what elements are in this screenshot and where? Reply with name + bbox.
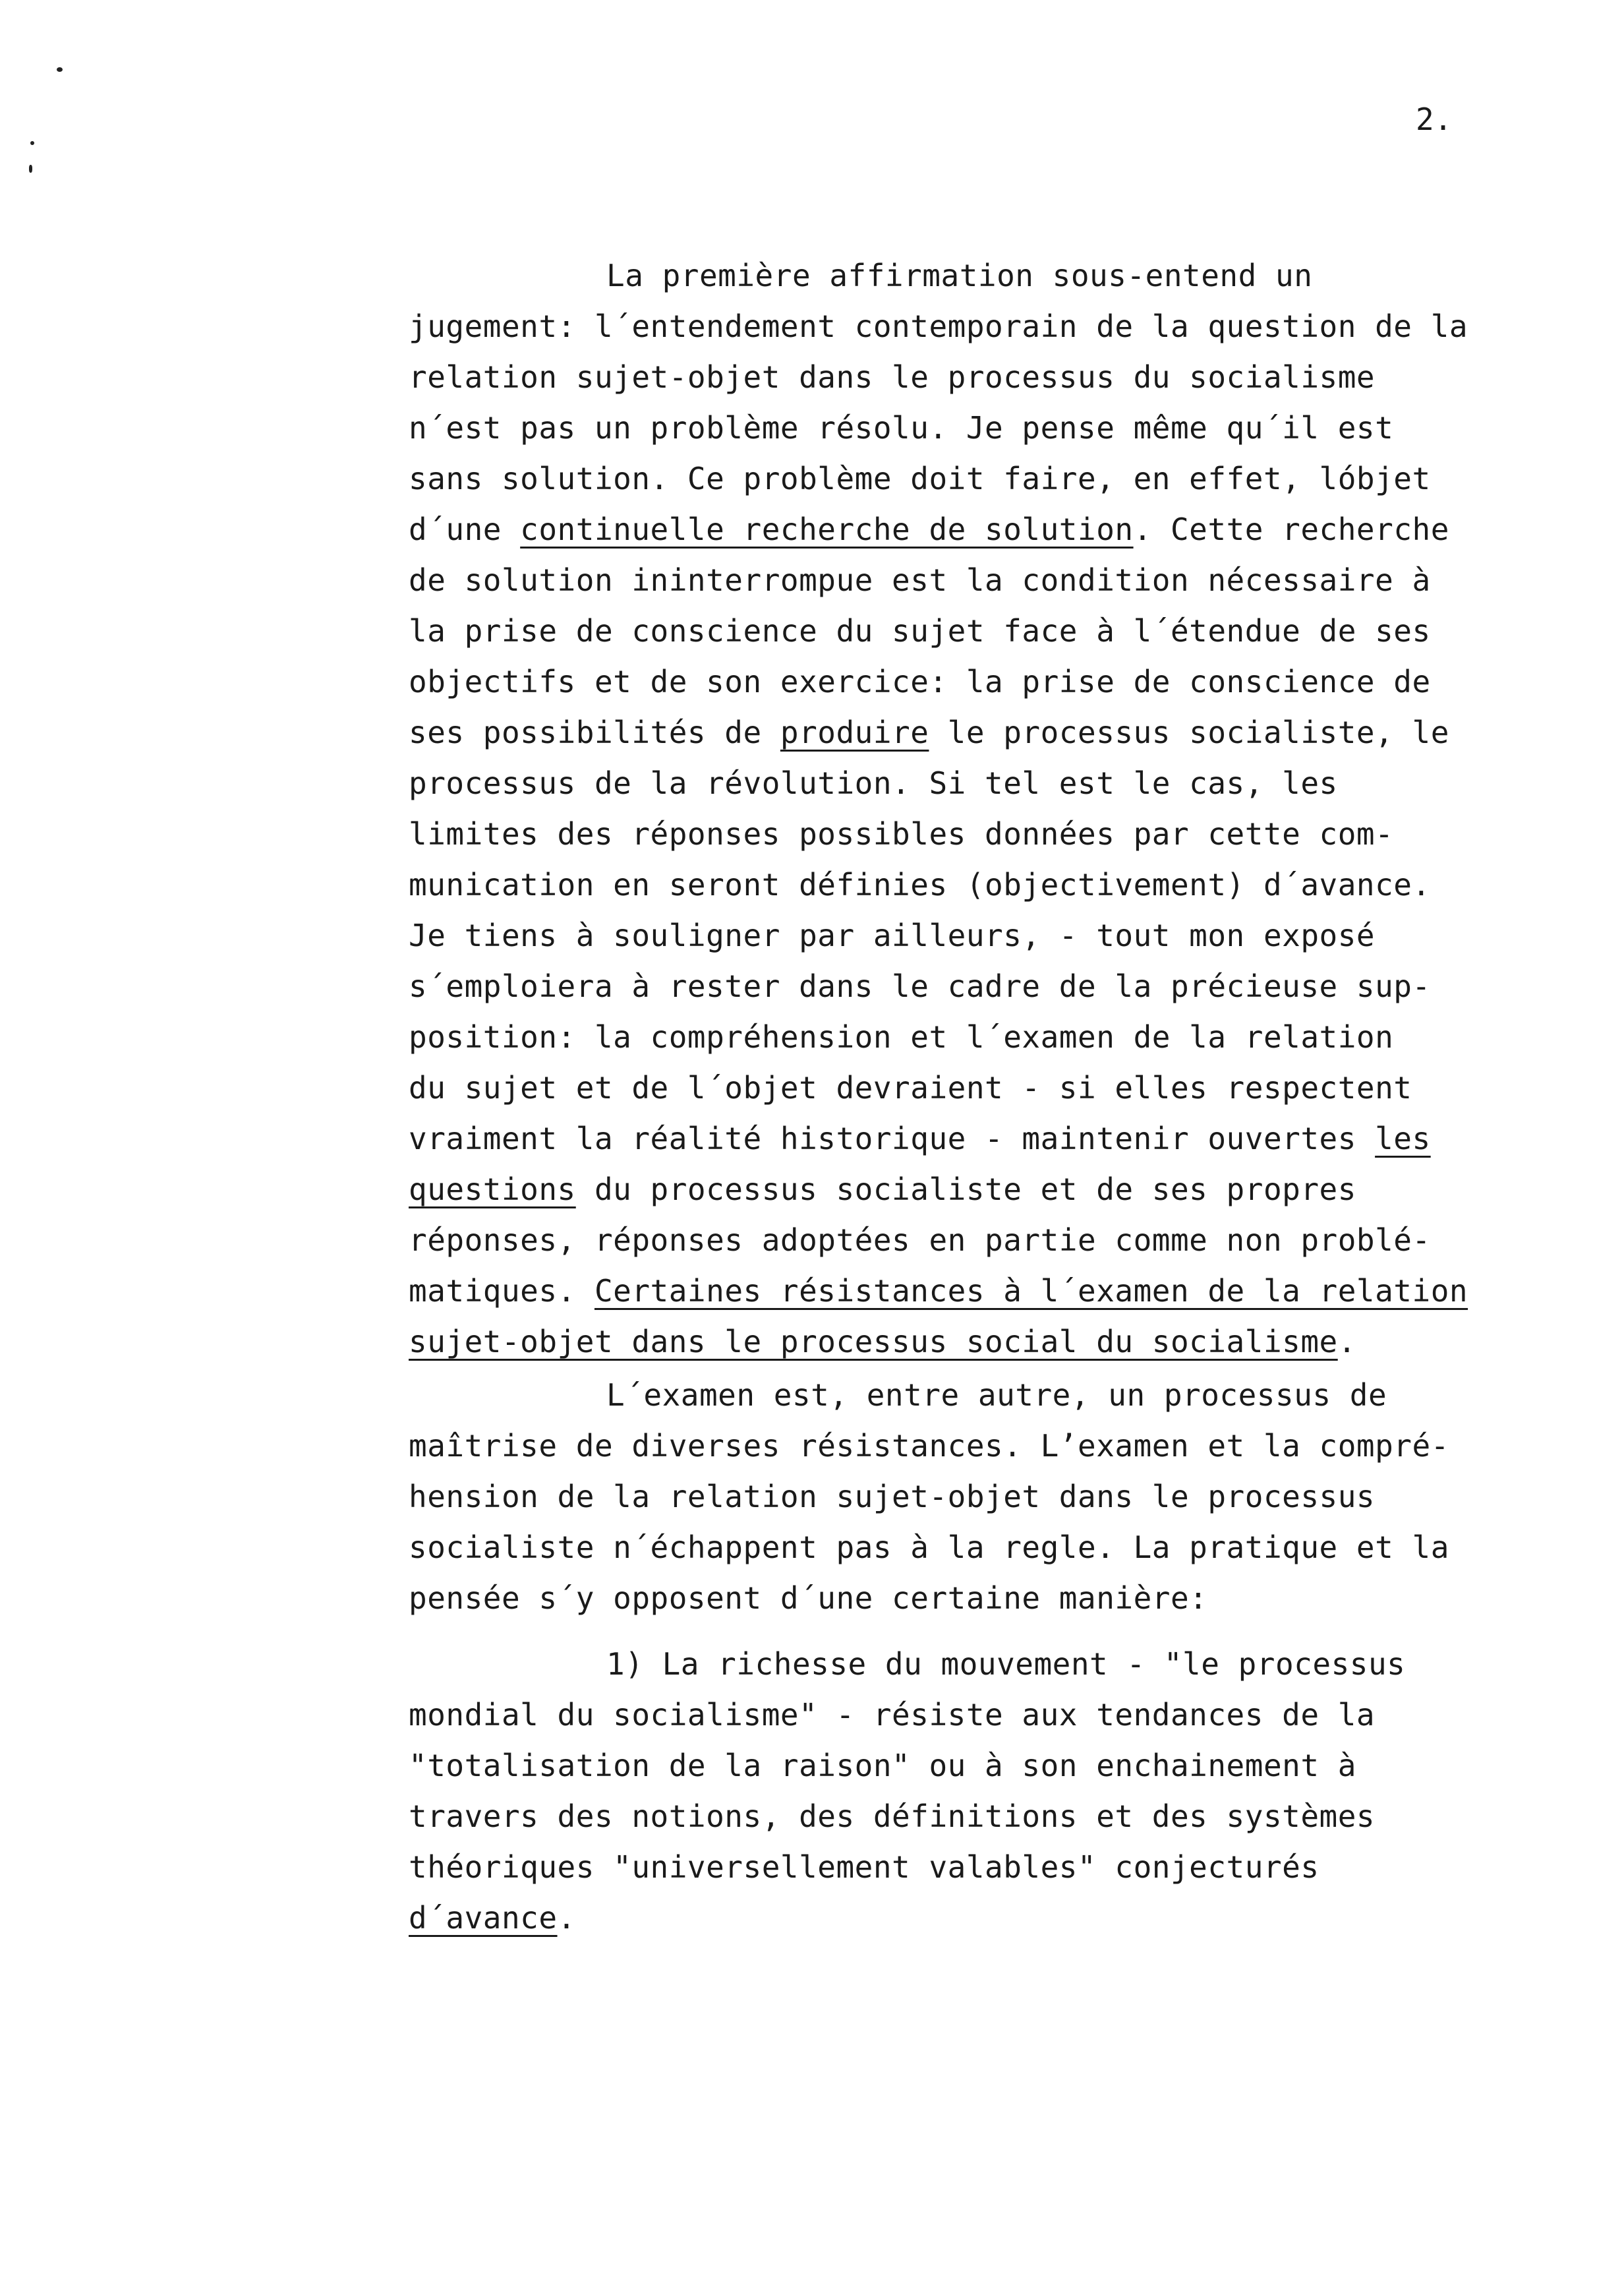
text-line	[409, 1370, 1555, 1421]
margin-speck	[29, 165, 32, 173]
text-line	[409, 1063, 1555, 1114]
text-line	[409, 910, 1555, 961]
text-line	[409, 961, 1555, 1012]
text-line	[409, 1690, 1555, 1740]
underlined-segment: questions	[409, 1172, 576, 1207]
text-segment: La première affirmation sous-entend un	[606, 258, 1313, 293]
text-segment: le processus socialiste, le	[929, 715, 1449, 750]
text-segment: . Cette recherche	[1133, 512, 1449, 547]
text-segment: Je tiens à souligner par ailleurs, - tout mon exposé	[409, 918, 1376, 953]
underlined-segment: sujet-objet dans le processus social du socialisme	[409, 1324, 1338, 1359]
text-segment: théoriques "universellement valables" conjecturés	[409, 1849, 1320, 1885]
margin-speck	[57, 67, 63, 72]
text-line	[409, 1573, 1555, 1624]
text-line	[409, 707, 1555, 758]
text-segment: du sujet et de l´objet devraient - si elles respectent	[409, 1070, 1412, 1106]
underlined-segment: d´avance	[409, 1900, 558, 1936]
text-segment: s´emploiera à rester dans le cadre de la précieuse sup-	[409, 968, 1431, 1004]
text-segment: travers des notions, des définitions et des systèmes	[409, 1798, 1376, 1834]
paragraph-3	[409, 1639, 1555, 1944]
text-line	[409, 1893, 1555, 1944]
text-segment: la prise de conscience du sujet face à l´étendue de ses	[409, 613, 1431, 649]
text-segment: limites des réponses possibles données par cette com-	[409, 816, 1394, 852]
text-segment: réponses, réponses adoptées en partie comme non problé-	[409, 1222, 1431, 1258]
text-segment: matiques.	[409, 1273, 594, 1309]
text-line	[409, 251, 1555, 301]
text-line	[409, 1215, 1555, 1266]
text-line	[409, 1421, 1555, 1472]
text-segment: mondial du socialisme" - résiste aux tendances de la	[409, 1697, 1376, 1733]
text-line	[409, 860, 1555, 910]
text-segment: maîtrise de diverses résistances. L’examen et la compré-	[409, 1428, 1449, 1464]
text-line	[409, 301, 1555, 352]
text-line	[409, 758, 1555, 809]
text-line	[409, 1639, 1555, 1690]
text-line	[409, 1164, 1555, 1215]
paragraph-2	[409, 1370, 1555, 1624]
text-segment: relation sujet-objet dans le processus du socialisme	[409, 359, 1376, 395]
text-segment: processus de la révolution. Si tel est le cas, les	[409, 765, 1338, 801]
text-line	[409, 606, 1555, 657]
text-segment: "totalisation de la raison" ou à son enchainement à	[409, 1748, 1356, 1783]
text-segment: munication en seront définies (objectivement) d´avance.	[409, 867, 1431, 903]
text-line	[409, 809, 1555, 860]
text-segment: d´une	[409, 512, 521, 547]
text-line	[409, 403, 1555, 454]
text-line	[409, 1472, 1555, 1522]
text-segment: du processus socialiste et de ses propres	[575, 1172, 1356, 1207]
text-segment: jugement: l´entendement contemporain de la question de la	[409, 309, 1468, 344]
paragraph-1	[409, 251, 1555, 1367]
text-segment: de solution ininterrompue est la condition nécessaire à	[409, 562, 1431, 598]
text-line	[409, 1740, 1555, 1791]
text-segment: hension de la relation sujet-objet dans le processus	[409, 1479, 1376, 1514]
text-segment: position: la compréhension et l´examen de la relation	[409, 1019, 1394, 1055]
text-segment: L´examen est, entre autre, un processus de	[606, 1377, 1387, 1413]
text-line	[409, 1842, 1555, 1893]
text-segment: 1) La richesse du mouvement - "le processus	[606, 1646, 1406, 1682]
text-segment: .	[1337, 1324, 1356, 1359]
text-segment: vraiment la réalité historique - maintenir ouvertes	[409, 1121, 1376, 1156]
page-number: 2.	[1416, 102, 1453, 137]
text-segment: pensée s´y opposent d´une certaine manière:	[409, 1580, 1208, 1616]
underlined-segment: les	[1375, 1121, 1431, 1156]
text-segment: ses possibilités de	[409, 715, 780, 750]
text-line	[409, 454, 1555, 504]
text-segment: socialiste n´échappent pas à la regle. La pratique et la	[409, 1530, 1449, 1565]
underlined-segment: continuelle recherche de solution	[520, 512, 1134, 547]
text-line	[409, 1317, 1555, 1367]
text-line	[409, 352, 1555, 403]
text-line	[409, 1522, 1555, 1573]
text-segment: n´est pas un problème résolu. Je pense même qu´il est	[409, 410, 1394, 446]
underlined-segment: Certaines résistances à l´examen de la relation	[594, 1273, 1468, 1309]
text-segment: objectifs et de son exercice: la prise de conscience de	[409, 664, 1431, 699]
underlined-segment: produire	[780, 715, 929, 750]
text-line	[409, 504, 1555, 555]
text-segment: .	[557, 1900, 576, 1936]
text-line	[409, 1114, 1555, 1164]
text-segment: sans solution. Ce problème doit faire, en effet, lóbjet	[409, 461, 1431, 496]
text-line	[409, 657, 1555, 707]
text-line	[409, 1791, 1555, 1842]
text-line	[409, 1012, 1555, 1063]
text-line	[409, 1266, 1555, 1317]
text-line	[409, 555, 1555, 606]
margin-speck	[30, 141, 34, 145]
